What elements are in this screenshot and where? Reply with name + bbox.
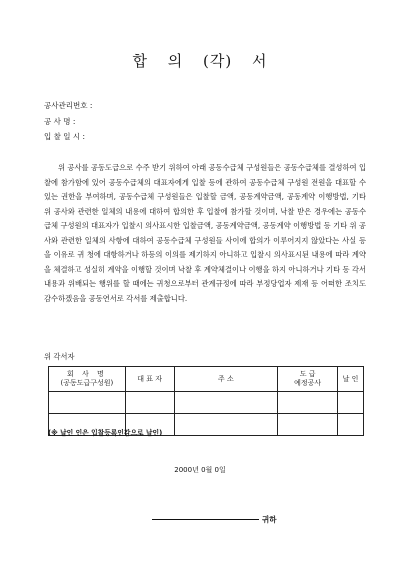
cell-grade[interactable]	[278, 414, 338, 436]
cell-company[interactable]	[49, 392, 126, 414]
field-project-name: 공 사 명 :	[44, 116, 76, 126]
cell-address[interactable]	[174, 392, 278, 414]
header-grade: 도 급 예정공사	[278, 367, 338, 392]
document-title: 합 의 (각) 서	[132, 52, 268, 70]
cell-address[interactable]	[174, 414, 278, 436]
field-project-number: 공사관리번호 :	[44, 101, 93, 110]
recipient-label: 귀하	[262, 515, 277, 524]
header-address: 주 소	[174, 367, 278, 392]
table-row	[49, 392, 364, 414]
signers-table	[48, 366, 364, 436]
cell-seal[interactable]	[338, 414, 364, 436]
signers-label: 위 각서자	[44, 352, 75, 361]
addressee-line[interactable]	[152, 519, 259, 520]
document-date: 2000년 0월 0일	[174, 466, 226, 474]
body-paragraph: 위 공사를 공동도급으로 수주 받기 위하여 아래 공동수급체 구성원들은 공동수급체를 결성하여 입찰에 참가함에 있어 공동수급체의 대표자에게 입찰 등에 관하여 공동수급체 구성원 전원을 대표할 수 있는 권한을 부여하며, 공동수급체 구성원들은 입찰할 금액, 공동계약금액, 공동계약 이행방법, 기타 위 공사와 관련한 일체의 내용에 대하여 합의한 후 입찰에 참가할 것이며, 낙찰 받은 경우에는 공동수급체 구성원의 대표자가 입찰시 의사표시한 입찰금액, 공동계약금액, 공동계약 이행방법 등 기타 위 공사와 관련한 일체의 사항에 대하여 공동수급체 구성원들 사이에 합의가 이루어지지 않았다는 사실 등을 이유로 귀 청에 대항하거나 하등의 이의를 제기하지 아니하고 입찰시 의사표시된 내용에 따라 계약을 체결하고 성실히 계약을 이행할 것이며 낙찰 후 계약체결이나 이행을 하지 아니하거나 기타 동 각서내용과 위배되는 행위를 할 때에는 귀청으로부터 관계규정에 따라 부정당업자 제재 등 어떠한 조치도 감수하겠음을 공동연서로 각서를 제출합니다.	[44, 163, 366, 303]
header-company: 회 사 명 (공동도급구성원)	[49, 367, 126, 392]
cell-representative[interactable]	[125, 392, 174, 414]
cell-grade[interactable]	[278, 392, 338, 414]
header-representative: 대 표 자	[125, 367, 174, 392]
info-fields	[44, 98, 92, 145]
field-bid-date: 입 찰 일 시 :	[44, 132, 86, 141]
table-header-row	[49, 367, 364, 392]
seal-note: (※ 날인 인은 입찰등록인감으로 날인)	[48, 429, 163, 437]
header-seal: 날 인	[338, 367, 364, 392]
cell-seal[interactable]	[338, 392, 364, 414]
